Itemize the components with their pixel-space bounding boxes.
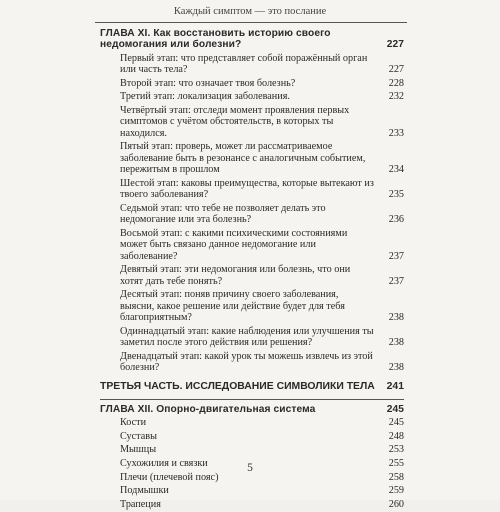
toc-entry: [120, 431, 404, 442]
part-page: 241: [386, 381, 404, 393]
toc-entry: [120, 141, 404, 175]
entry-title: Третий этап: локализация заболевания.: [120, 91, 290, 103]
entry-title: Одиннадцатый этап: какие наблюдения или улучшения ты заметил после этого действия или решения?: [120, 325, 374, 349]
entry-title: Суставы: [120, 430, 157, 442]
toc-entry: [120, 228, 404, 262]
toc-chapter-11: [100, 28, 404, 51]
toc-entry: [120, 105, 404, 139]
toc-entry: [120, 326, 404, 349]
chapter-title: ГЛАВА XII. Опорно-двигательная система: [100, 403, 316, 415]
chapter-title: ГЛАВА XI. Как восстановить историю своего недомогания или болезни?: [100, 28, 331, 51]
entry-title: Шестой этап: каковы преимущества, которые вытекают из твоего заболевания?: [120, 177, 374, 201]
entry-page: 227: [388, 64, 404, 76]
entry-page: 248: [388, 430, 404, 442]
toc-entry: [120, 178, 404, 201]
entry-page: 236: [388, 214, 404, 226]
chapter-page: 227: [386, 39, 404, 51]
toc-part-3: [100, 381, 404, 392]
toc-entry: [120, 53, 404, 76]
header-rule: [95, 22, 407, 23]
entry-page: 253: [388, 444, 404, 456]
entry-title: Сухожилия и связки: [120, 458, 208, 470]
entry-page: 235: [388, 189, 404, 201]
toc-entry: [120, 91, 404, 102]
entry-page: 237: [388, 250, 404, 262]
toc-entry: [120, 417, 404, 428]
toc-entry: [120, 289, 404, 323]
entry-page: 234: [388, 164, 404, 176]
entry-title: Кости: [120, 417, 147, 429]
entry-page: 258: [388, 471, 404, 483]
entry-page: 237: [388, 275, 404, 287]
toc-entry: [120, 499, 404, 510]
entry-page: 238: [388, 337, 404, 349]
entry-title: Десятый этап: поняв причину своего заболевания, выясни, какое решение или действие будет для тебя благоприятным?: [120, 289, 345, 324]
entry-page: 255: [388, 458, 404, 470]
entry-page: 238: [388, 362, 404, 374]
entry-title: Двенадцатый этап: какой урок ты можешь извлечь из этой болезни?: [120, 350, 373, 374]
entry-page: 259: [388, 485, 404, 497]
toc-entry: [120, 264, 404, 287]
entry-title: Седьмой этап: что тебе не позволяет делать это недомогание или эта болезнь?: [120, 202, 326, 226]
page-number: 5: [247, 462, 253, 474]
entry-title: Трапеция: [120, 498, 161, 510]
part-title: ТРЕТЬЯ ЧАСТЬ. ИССЛЕДОВАНИЕ СИМВОЛИКИ ТЕЛА: [100, 381, 375, 393]
chapter-page: 245: [386, 403, 404, 415]
running-head: Каждый симптом — это послание: [173, 6, 327, 17]
entry-page: 245: [388, 417, 404, 429]
entry-title: Второй этап: что означает твоя болезнь?: [120, 77, 296, 89]
entry-title: Пятый этап: проверь, может ли рассматриваемое заболевание быть в резонансе с аналогичным событием, пережитым в прошлом: [120, 141, 366, 176]
entry-title: Подмышки: [120, 485, 169, 497]
toc-entry: [120, 485, 404, 496]
toc-entry: [120, 444, 404, 455]
entry-title: Восьмой этап: с какими психическими состояниями может быть связано данное недомогание или заболевание?: [120, 227, 348, 262]
entry-title: Плечи (плечевой пояс): [120, 471, 219, 483]
entry-page: 260: [388, 498, 404, 510]
entry-page: 228: [388, 77, 404, 89]
entry-page: 232: [388, 91, 404, 103]
entry-page: 238: [388, 312, 404, 324]
toc-entry: [120, 78, 404, 89]
section-rule: [100, 399, 404, 400]
toc-entry: [120, 203, 404, 226]
toc-entry: [120, 351, 404, 374]
entry-title: Четвёртый этап: отследи момент проявления первых симптомов с учётом обстоятельств, в которых ты находился.: [120, 105, 350, 139]
entry-title: Девятый этап: эти недомогания или болезнь, что они хотят дать тебе понять?: [120, 264, 351, 287]
entry-title: Мышцы: [120, 444, 157, 456]
table-of-contents: [100, 28, 404, 512]
entry-title: Первый этап: что представляет собой поражённый орган или часть тела?: [120, 52, 368, 76]
entry-page: 233: [388, 127, 404, 139]
toc-chapter-12: [100, 404, 404, 415]
